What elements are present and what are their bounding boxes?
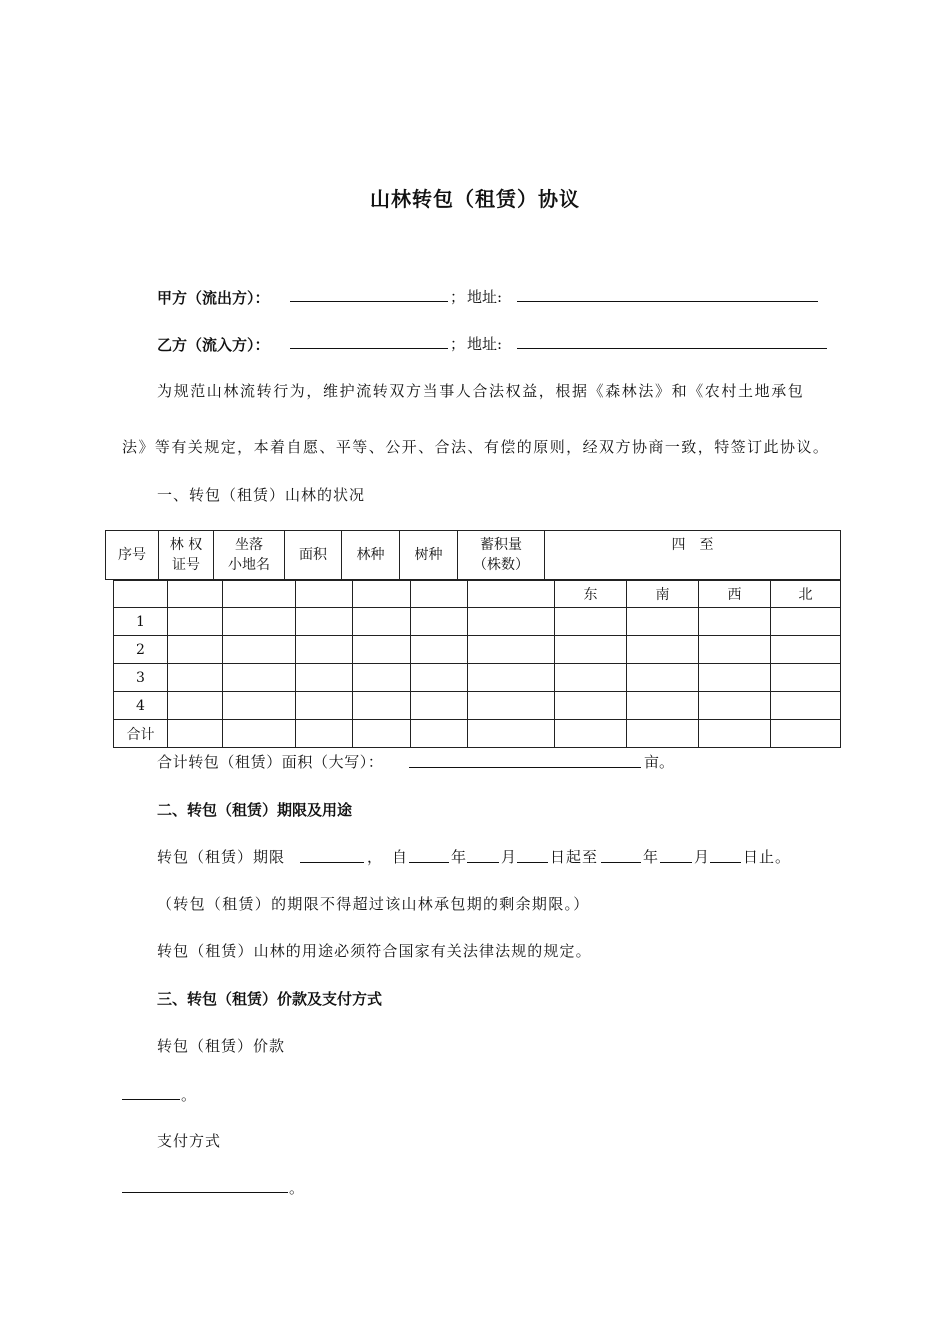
end-month-blank[interactable] [660,862,692,863]
table-cell[interactable] [627,608,699,636]
total-area-label: 合计转包（租赁）面积（大写）： [157,753,384,771]
term-from: 自 [392,848,408,866]
table-cell[interactable] [223,664,296,692]
party-b-address-blank[interactable] [517,348,827,349]
table-cell[interactable] [468,608,555,636]
table-cell[interactable] [771,608,841,636]
table-cell[interactable] [168,608,223,636]
table-cell[interactable] [223,692,296,720]
table-cell[interactable] [411,581,468,608]
table-cell[interactable] [699,692,771,720]
table-cell[interactable] [699,636,771,664]
table-cell[interactable] [468,692,555,720]
party-b-name-blank[interactable] [290,348,448,349]
table-cell[interactable] [411,608,468,636]
term-label: 转包（租赁）期限 [157,848,286,866]
table-cell[interactable] [223,720,296,748]
table-cell[interactable] [699,664,771,692]
party-a-label: 甲方（流出方）： [157,289,270,307]
header-boundaries: 四 至 [545,531,841,580]
payment-end: 。 [289,1179,305,1197]
start-year-blank[interactable] [409,862,449,863]
header-seq: 序号 [106,531,159,580]
party-a-name-blank[interactable] [290,301,448,302]
row-seq: 4 [114,692,168,720]
price-end: 。 [181,1086,197,1104]
table-cell[interactable] [555,720,627,748]
start-month-blank[interactable] [467,862,499,863]
party-a-address-blank[interactable] [517,301,818,302]
table-cell[interactable] [296,581,353,608]
header-forest-type: 林种 [342,531,400,580]
header-cert-line1: 林 权 [169,537,203,553]
total-area-blank[interactable] [409,767,641,768]
term-month-1: 月 [501,848,517,866]
term-day-to: 日止。 [743,848,792,866]
total-area-unit: 亩。 [644,753,675,771]
table-cell[interactable] [168,581,223,608]
table-cell[interactable] [468,664,555,692]
header-tree-species: 树种 [400,531,458,580]
party-b-separator: ； [450,335,466,353]
table-cell[interactable] [353,720,411,748]
party-b-label: 乙方（流入方）： [157,336,270,354]
table-cell[interactable] [468,636,555,664]
table-cell[interactable] [468,720,555,748]
table-cell[interactable] [771,720,841,748]
party-a-address-label: 地址: [467,288,503,306]
table-total-row [114,720,841,748]
table-cell[interactable] [353,608,411,636]
table-cell[interactable] [168,636,223,664]
end-day-blank[interactable] [710,862,741,863]
table-cell[interactable] [771,664,841,692]
party-b-address-label: 地址: [467,335,503,353]
table-cell[interactable] [296,720,353,748]
end-year-blank[interactable] [601,862,641,863]
table-cell[interactable] [296,636,353,664]
table-cell[interactable] [555,608,627,636]
intro-line-1: 为规范山林流转行为，维护流转双方当事人合法权益，根据《森林法》和《农村土地承包 [157,382,805,400]
table-cell[interactable] [296,664,353,692]
section-1-heading: 一、转包（租赁）山林的状况 [157,486,366,504]
term-year-2: 年 [643,848,659,866]
section-2-heading: 二、转包（租赁）期限及用途 [157,801,353,819]
table-cell[interactable] [771,636,841,664]
table-cell[interactable] [353,692,411,720]
document-title: 山林转包（租赁）协议 [370,187,580,211]
term-duration-blank[interactable] [300,862,364,863]
table-cell[interactable] [114,581,168,608]
price-blank[interactable] [122,1099,180,1100]
table-cell[interactable] [555,636,627,664]
table-row [114,608,841,636]
table-row [114,692,841,720]
table-cell[interactable] [627,636,699,664]
price-label: 转包（租赁）价款 [157,1037,286,1055]
header-stock-line1: 蓄积量 [480,537,522,553]
row-seq: 1 [114,608,168,636]
table-cell[interactable] [627,664,699,692]
table-cell[interactable] [353,664,411,692]
term-month-2: 月 [694,848,710,866]
table-cell[interactable] [168,720,223,748]
table-cell[interactable] [627,692,699,720]
table-cell[interactable] [223,581,296,608]
table-cell[interactable] [699,608,771,636]
row-seq: 3 [114,664,168,692]
table-cell[interactable] [353,636,411,664]
table-cell[interactable] [223,608,296,636]
header-west: 西 [699,581,771,608]
forest-table-header [105,530,841,580]
table-subheader-row [114,581,841,608]
term-day-from: 日起至 [550,848,599,866]
table-cell[interactable] [296,608,353,636]
header-location [214,531,285,580]
table-cell[interactable] [168,692,223,720]
forest-table-body [113,580,841,748]
start-day-blank[interactable] [517,862,548,863]
party-a-separator: ； [450,288,466,306]
usage-note: 转包（租赁）山林的用途必须符合国家有关法律法规的规定。 [157,942,592,960]
table-row [114,636,841,664]
table-cell[interactable] [168,664,223,692]
table-cell[interactable] [627,720,699,748]
header-south: 南 [627,581,699,608]
term-year-1: 年 [451,848,467,866]
header-location-line2: 小地名 [228,557,270,573]
table-cell[interactable] [411,664,468,692]
header-north: 北 [771,581,841,608]
header-stock [458,531,545,580]
header-location-line1: 坐落 [235,537,263,553]
payment-blank[interactable] [122,1192,288,1193]
row-total-label: 合计 [114,720,168,748]
term-note: （转包（租赁）的期限不得超过该山林承包期的剩余期限。） [157,895,590,913]
header-east: 东 [555,581,627,608]
table-cell[interactable] [468,581,555,608]
table-cell[interactable] [411,692,468,720]
table-cell[interactable] [353,581,411,608]
table-cell[interactable] [555,664,627,692]
header-stock-line2: （株数） [473,557,529,573]
table-row [114,664,841,692]
table-cell[interactable] [771,692,841,720]
section-3-heading: 三、转包（租赁）价款及支付方式 [157,990,383,1008]
term-comma: ， [367,848,383,866]
header-cert [159,531,214,580]
table-cell[interactable] [223,636,296,664]
header-cert-line2: 证号 [172,557,200,573]
table-cell[interactable] [296,692,353,720]
table-cell[interactable] [411,636,468,664]
table-cell[interactable] [699,720,771,748]
intro-line-2: 法》等有关规定，本着自愿、平等、公开、合法、有偿的原则，经双方协商一致，特签订此协议。 [122,438,830,456]
table-cell[interactable] [411,720,468,748]
row-seq: 2 [114,636,168,664]
header-area: 面积 [285,531,342,580]
table-cell[interactable] [555,692,627,720]
payment-label: 支付方式 [157,1132,222,1150]
